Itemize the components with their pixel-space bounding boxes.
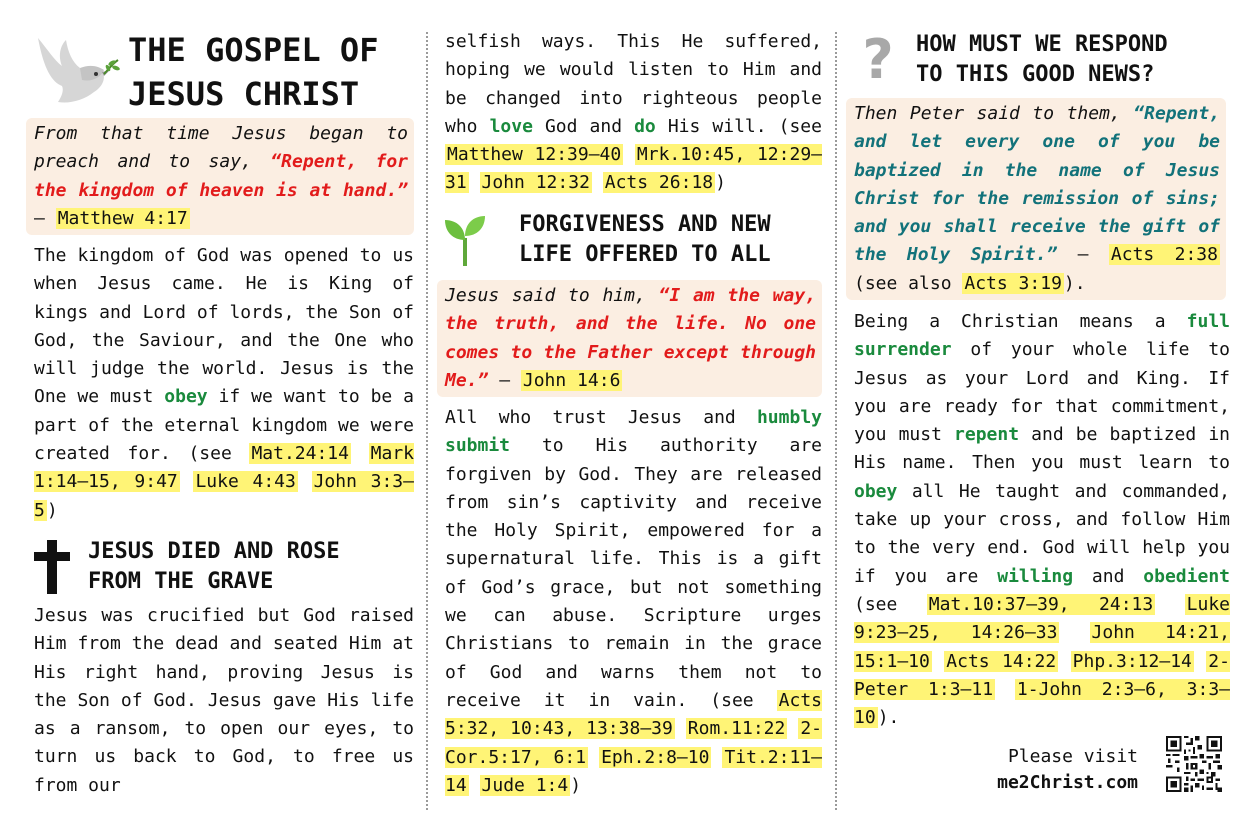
scripture-reference[interactable]: Php.3:12–14 [1072, 650, 1192, 672]
qr-code[interactable] [1166, 736, 1222, 792]
sprout-icon [443, 212, 487, 266]
scripture-reference[interactable]: Mrk.10:45, 12:29–31 [445, 144, 822, 194]
column-divider [426, 32, 428, 810]
scripture-reference[interactable]: Jude 1:4 [481, 774, 569, 796]
question-mark-icon [858, 32, 898, 86]
scripture-reference[interactable]: Matthew 4:17 [57, 207, 188, 229]
scripture-reference[interactable]: John 14:6 [522, 369, 621, 391]
scripture-reference[interactable]: Acts 14:22 [946, 650, 1057, 672]
peter-quote: Then Peter said to them, “Repent, and let every one of you be baptized in the name of Jesus Christ for the remission of sins; and you shall receive the gift of the Holy Spirit.” – Acts 2:38 (see also Acts 3:19 ). [846, 98, 1226, 300]
scripture-reference[interactable]: Acts 2:38 [1110, 244, 1218, 266]
scripture-reference[interactable]: Acts 3:19 [964, 272, 1062, 294]
scripture-reference[interactable]: Mat.24:14 [251, 443, 349, 465]
matthew-quote: From that time Jesus began to preach and to say, “Repent, for the kingdom of heaven is at hand.” – Matthew 4:17 [26, 118, 414, 235]
column-divider [835, 32, 837, 810]
died-rose-heading: JESUS DIED AND ROSE FROM THE GRAVE [88, 539, 340, 594]
scripture-reference[interactable]: John 12:32 [481, 172, 590, 194]
visit-block: Please visit me2Christ.com [974, 744, 1138, 796]
scripture-reference[interactable]: Acts 26:18 [604, 172, 714, 194]
quote-highlight: “Repent, and let every one of you be baptized in the name of Jesus Christ for the remission of sins; and you shall receive the gift of the Holy Spirit.” [854, 103, 1220, 266]
scripture-reference[interactable]: Mat.10:37–39, 24:13 [928, 593, 1154, 615]
respond-paragraph: Being a Christian means a full surrender of your whole life to Jesus as your Lord and King. If you are ready for that commitment, you must repent and be baptized in His name. Then you must learn to obey all He taught and commanded, take up your cross, and follow Him to the very end. God will help you if you are willing and obedient (see Mat.10:37–39, 24:13 Luke 9:23–25, 14:26–33 John 14:21, 15:1–10 Acts 14:22 Php.3:12–14 2-Peter 1:3–11 1-John 2:3–6, 3:3–10 ). [854, 311, 1231, 729]
scripture-reference[interactable]: Tit.2:11–14 [445, 746, 822, 796]
svg-text:?: ? [862, 32, 894, 86]
scripture-reference[interactable]: Luke 9:23–25, 14:26–33 [854, 593, 1231, 644]
gospel-title: THE GOSPEL OF JESUS CHRIST [128, 31, 379, 113]
crucified-paragraph: Jesus was crucified but God raised Him from the dead and seated Him at His right hand, proving Jesus is the Son of God. Jesus gave His life as a ransom, to open our eyes, to turn us back to God, to free us from our [34, 605, 414, 796]
scripture-reference[interactable]: Rom.11:22 [687, 718, 786, 740]
scripture-reference[interactable]: Matthew 12:39–40 [447, 144, 622, 166]
dove-icon [34, 30, 120, 108]
scripture-reference[interactable]: Acts 5:32, 10:43, 13:38–39 [445, 689, 822, 740]
scripture-reference[interactable]: 1-John 2:3–6, 3:3–10 [854, 678, 1231, 729]
scripture-reference[interactable]: John 14:21, 15:1–10 [854, 622, 1230, 672]
forgiveness-heading: FORGIVENESS AND NEW LIFE OFFERED TO ALL [519, 212, 771, 267]
scripture-reference[interactable]: John 3:3–5 [34, 471, 414, 521]
john-quote: Jesus said to him, “I am the way, the truth, and the life. No one comes to the Father except through Me.” – John 14:6 [437, 280, 822, 397]
continued-paragraph: selfish ways. This He suffered, hoping we would listen to Him and be changed into righteous people who love God and do His will. (see Matthew 12:39–40 Mrk.10:45, 12:29–31 John 12:32 Acts 26:18 ) [445, 31, 822, 194]
quote-highlight: “Repent, for the kingdom of heaven is at hand.” [34, 151, 408, 201]
quote-highlight: “I am the way, the truth, and the life. No one comes to the Father except through Me.” [445, 285, 816, 391]
cross-icon [32, 540, 72, 594]
forgiveness-paragraph: All who trust Jesus and humbly submit to His authority are forgiven by God. They are released from sin’s captivity and receive the Holy Spirit, empowered for a supernatural life. This is a gift of God’s grace, but not something we can abuse. Scripture urges Christians to remain in the grace of God and warns them not to receive it in vain. (see Acts 5:32, 10:43, 13:38–39 Rom.11:22 2-Cor.5:17, 6:1 Eph.2:8–10 Tit.2:11–14 Jude 1:4 ) [445, 407, 822, 796]
kingdom-paragraph: The kingdom of God was opened to us when Jesus came. He is King of kings and Lord of lords, the Son of God, the Saviour, and the One who will judge the world. Jesus is the One we must obey if we want to be a part of the eternal kingdom we were created for. (see Mat.24:14 Mark 1:14–15, 9:47 Luke 4:43 John 3:3–5 ) [34, 245, 415, 521]
website-link[interactable]: me2Christ.com [997, 772, 1138, 793]
respond-heading: HOW MUST WE RESPOND TO THIS GOOD NEWS? [916, 32, 1168, 87]
scripture-reference[interactable]: Eph.2:8–10 [601, 746, 710, 768]
scripture-reference[interactable]: 2-Peter 1:3–11 [854, 650, 1230, 700]
scripture-reference[interactable]: Mark 1:14–15, 9:47 [34, 443, 414, 493]
scripture-reference[interactable]: Luke 4:43 [195, 471, 296, 493]
scripture-reference[interactable]: 2-Cor.5:17, 6:1 [445, 718, 822, 768]
